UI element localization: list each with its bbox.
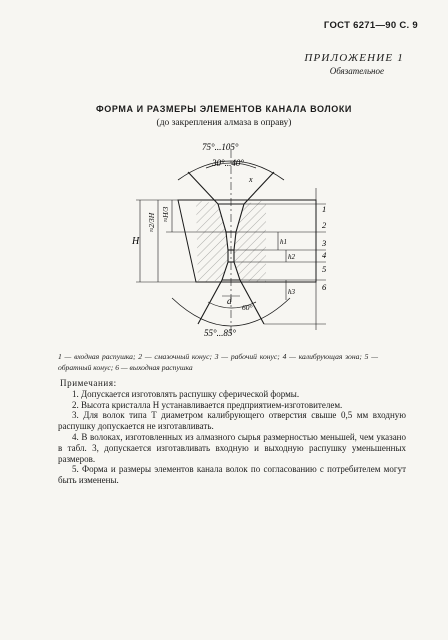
dim-h3-label: h3 — [288, 288, 295, 296]
zone-label-1: 1 — [322, 204, 327, 214]
dim-d-label: d — [227, 296, 232, 306]
dim-2H3-label: ≈2/3H — [147, 212, 156, 232]
dim-H3-label: ≈H/3 — [161, 206, 170, 222]
appendix-status: Обязательное — [329, 66, 384, 76]
appendix-title: ПРИЛОЖЕНИЕ 1 — [304, 52, 404, 64]
zone-label-6: 6 — [322, 282, 327, 292]
dim-h1-label: h1 — [280, 238, 287, 246]
zone-label-5: 5 — [322, 264, 327, 274]
bottom-outer-angle-label: 55°...85° — [204, 328, 236, 338]
mid-angle-label: 30°...40° — [212, 158, 244, 168]
zone-label-2: 2 — [322, 220, 327, 230]
figure-legend: 1 — входная распушка; 2 — смазочный конус; 3 — рабочий конус; 4 — калибрующая зона; 5 — обратный конус; 6 — выходная распушка — [58, 352, 378, 372]
notes-heading: Примечания: — [60, 378, 117, 388]
dim-H-label: H — [132, 236, 140, 247]
note-item: 3. Для волок типа Т диаметром калибрующего отверстия свыше 0,5 мм входную распушку допускается не изготавливать. — [58, 410, 406, 432]
die-channel-drawing — [126, 132, 346, 344]
bottom-inner-angle-label: 60° — [242, 303, 253, 312]
notes-section — [58, 378, 406, 486]
header-reference: ГОСТ 6271—90 С. 9 — [323, 20, 418, 31]
die-channel-figure — [126, 132, 346, 349]
dim-x-label: x — [249, 175, 253, 184]
page-title: ФОРМА И РАЗМЕРЫ ЭЛЕМЕНТОВ КАНАЛА ВОЛОКИ — [96, 104, 352, 114]
dim-h2-label: h2 — [288, 253, 295, 261]
note-item: 5. Форма и размеры элементов канала волок по согласованию с потребителем могут быть изменены. — [58, 464, 406, 486]
zone-label-4: 4 — [322, 250, 327, 260]
top-angle-label: 75°...105° — [202, 142, 239, 152]
note-item: 2. Высота кристалла H устанавливается предприятием-изготовителем. — [72, 399, 343, 410]
zone-label-3: 3 — [322, 238, 327, 248]
page-subtitle: (до закрепления алмаза в оправу) — [156, 118, 292, 128]
note-item: 1. Допускается изготовлять распушку сферической формы. — [72, 388, 300, 399]
note-item: 4. В волоках, изготовленных из алмазного сырья размерностью меньшей, чем указано в табл. 3, допускается изготавливать входную и выходную распушку уменьшенных размеров. — [58, 431, 406, 464]
